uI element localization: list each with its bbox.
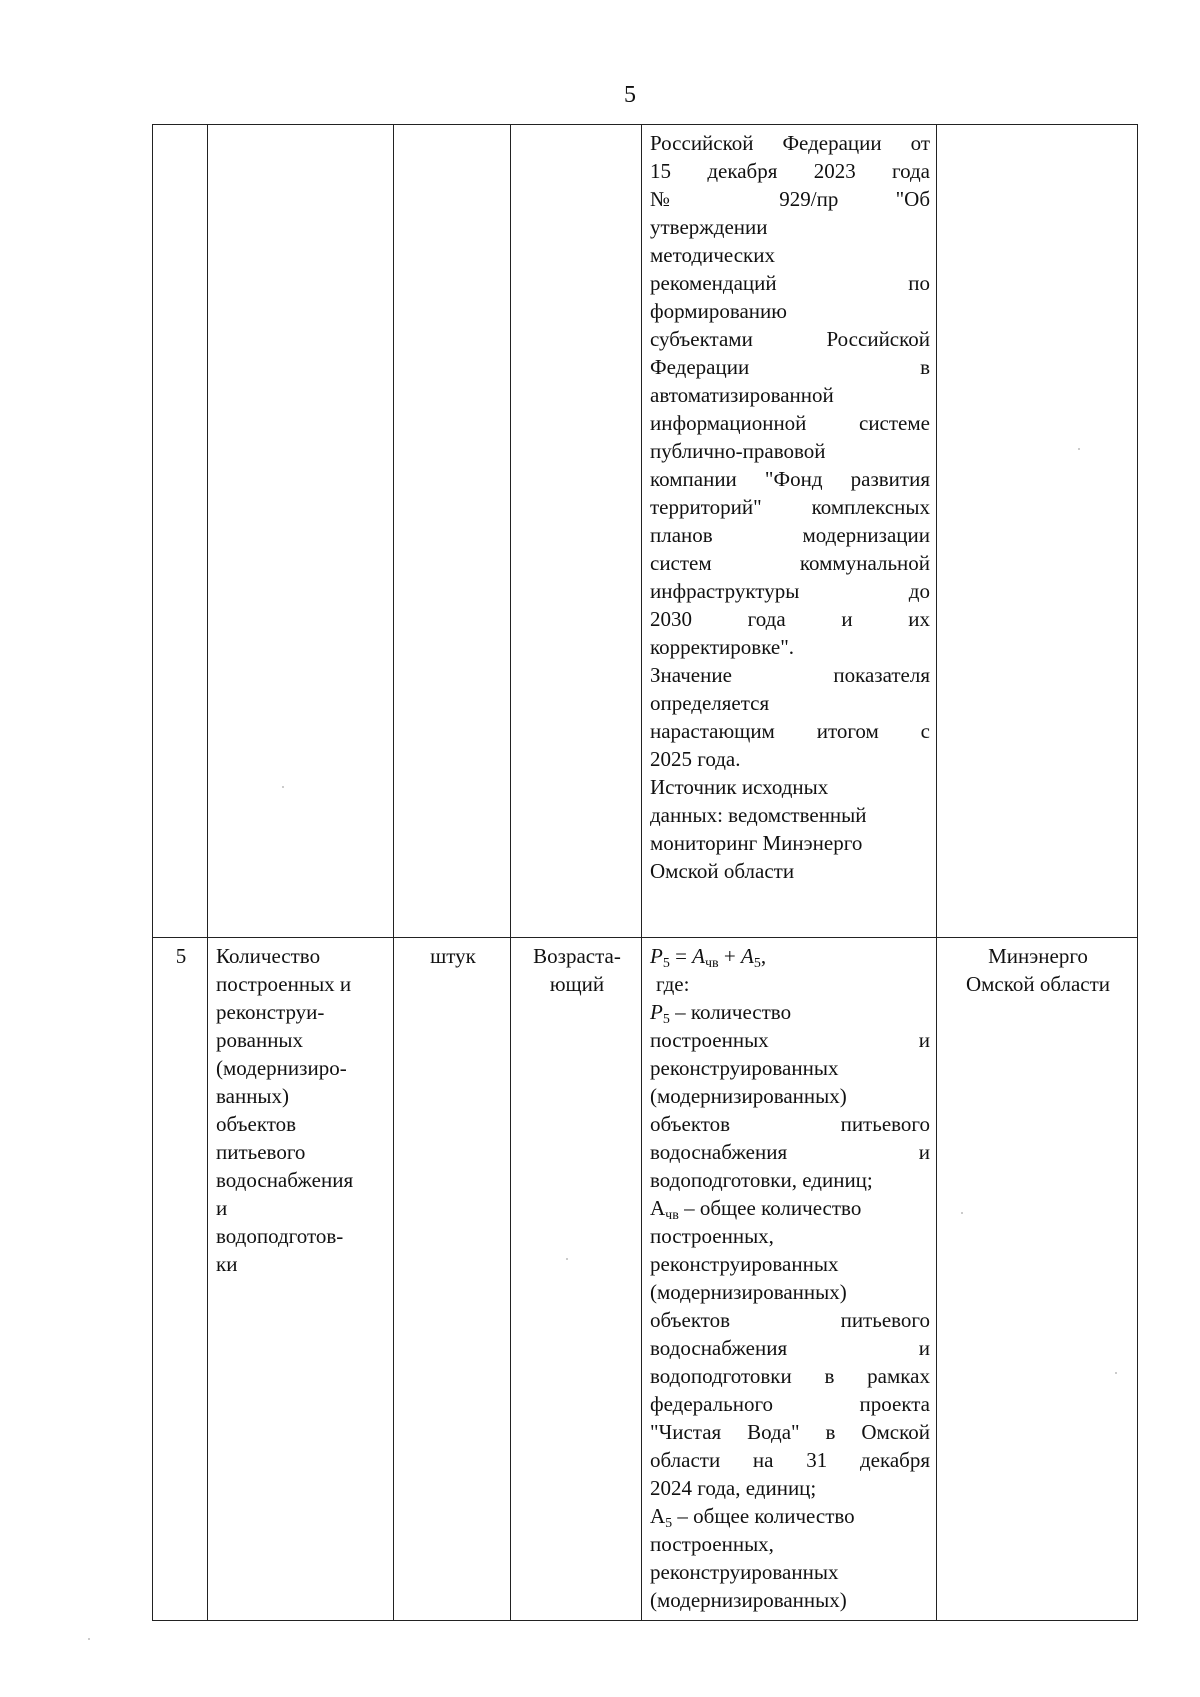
text-line: 2025 года. xyxy=(650,747,741,771)
cell-method xyxy=(642,938,937,1621)
text-line: инфраструктуры до xyxy=(650,579,930,603)
text-line: водоподготовки в рамках xyxy=(650,1364,930,1388)
text-line: планов модернизации xyxy=(650,523,930,547)
cell-type xyxy=(511,125,642,938)
cell-name xyxy=(208,938,394,1621)
cell-number xyxy=(153,125,208,938)
cell-name xyxy=(208,125,394,938)
text-line: мониторинг Минэнерго xyxy=(650,831,863,855)
cell-unit: штук xyxy=(394,938,511,1621)
text-line: рекомендаций по xyxy=(650,271,930,295)
text-line: водоподготовки, единиц; xyxy=(650,1168,873,1192)
text-line: водоснабжения и xyxy=(650,1336,930,1360)
text-line: области на 31 декабря xyxy=(650,1448,930,1472)
text-line: реконструированных xyxy=(650,1252,839,1276)
text-line: определяется xyxy=(650,691,770,715)
text-line: формированию xyxy=(650,299,787,323)
text-line: водоснабжения xyxy=(216,1168,354,1192)
scan-speck xyxy=(566,1258,568,1260)
text-line: построенных и xyxy=(216,972,352,996)
text-line: Количество xyxy=(216,944,321,968)
scan-speck xyxy=(88,1638,90,1640)
scan-speck xyxy=(961,1212,963,1214)
table-row-continued xyxy=(153,125,1138,938)
cell-responsible xyxy=(937,125,1138,938)
text-line: построенных и xyxy=(650,1028,930,1052)
text-line: 2024 года, единиц; xyxy=(650,1476,817,1500)
text-line: $А_5$ – общее количество xyxy=(650,1504,855,1531)
text-line: нарастающим итогом с xyxy=(650,719,930,743)
text-line: $А_{чв}$ – общее количество xyxy=(650,1196,862,1223)
scan-speck xyxy=(1078,448,1080,450)
text-line: систем коммунальной xyxy=(650,551,930,575)
text-line: (модернизиро- xyxy=(216,1056,347,1080)
text-line: территорий" комплексных xyxy=(650,495,930,519)
text-line: Федерации в xyxy=(650,355,930,379)
text-line: ющий xyxy=(549,972,605,996)
text-line: и xyxy=(216,1196,228,1220)
text-line: реконструи- xyxy=(216,1000,325,1024)
text-line: объектов питьевого xyxy=(650,1308,930,1332)
text-line: ки xyxy=(216,1252,238,1276)
cell-unit xyxy=(394,125,511,938)
text-line: данных: ведомственный xyxy=(650,803,867,827)
text-line: компании "Фонд развития xyxy=(650,467,930,491)
text-line: питьевого xyxy=(216,1140,306,1164)
cell-method-continued xyxy=(642,125,937,938)
text-line: утверждении xyxy=(650,215,768,239)
text-line: (модернизированных) xyxy=(650,1280,847,1304)
formula: $P_5 = A_{чв} + A_5$, xyxy=(650,944,767,971)
cell-responsible xyxy=(937,938,1138,1621)
indicator-table xyxy=(152,124,1138,1621)
text-line: объектов xyxy=(216,1112,297,1136)
text-line: Минэнерго xyxy=(988,944,1088,968)
text-line: реконструированных xyxy=(650,1560,839,1584)
text-line: $P_5$ – количество xyxy=(650,1000,792,1027)
page-number: 5 xyxy=(624,82,636,108)
text-line: Омской области xyxy=(650,859,795,883)
text-line: 2030 года и их xyxy=(650,607,930,631)
table-row-5 xyxy=(153,938,1138,1621)
text-line: Российской Федерации от xyxy=(650,131,930,155)
text-line: построенных, xyxy=(650,1532,774,1556)
text-line: Омской области xyxy=(965,972,1111,996)
text-line: корректировке". xyxy=(650,635,795,659)
text-line: Возраста- xyxy=(533,944,621,968)
scan-speck xyxy=(282,786,284,788)
text-line: № 929/пр "Об xyxy=(650,187,930,211)
text-line: построенных, xyxy=(650,1224,774,1248)
text-line: Источник исходных xyxy=(650,775,829,799)
cell-number: 5 xyxy=(153,938,208,1621)
text-line: автоматизированной xyxy=(650,383,834,407)
text-line: водоснабжения и xyxy=(650,1140,930,1164)
text-line: "Чистая Вода" в Омской xyxy=(650,1420,930,1444)
text-line: информационной системе xyxy=(650,411,930,435)
text-line: (модернизированных) xyxy=(650,1084,847,1108)
cell-type xyxy=(511,938,642,1621)
text-line: реконструированных xyxy=(650,1056,839,1080)
text-line: ванных) xyxy=(216,1084,290,1108)
formula-where: где: xyxy=(656,972,690,996)
text-line: Значение показателя xyxy=(650,663,930,687)
scan-speck xyxy=(1115,1372,1117,1374)
text-line: 15 декабря 2023 года xyxy=(650,159,930,183)
text-line: (модернизированных) xyxy=(650,1588,847,1612)
text-line: методических xyxy=(650,243,775,267)
text-line: рованных xyxy=(216,1028,304,1052)
text-line: субъектами Российской xyxy=(650,327,930,351)
text-line: водоподготов- xyxy=(216,1224,344,1248)
text-line: объектов питьевого xyxy=(650,1112,930,1136)
text-line: публично-правовой xyxy=(650,439,826,463)
text-line: федерального проекта xyxy=(650,1392,930,1416)
